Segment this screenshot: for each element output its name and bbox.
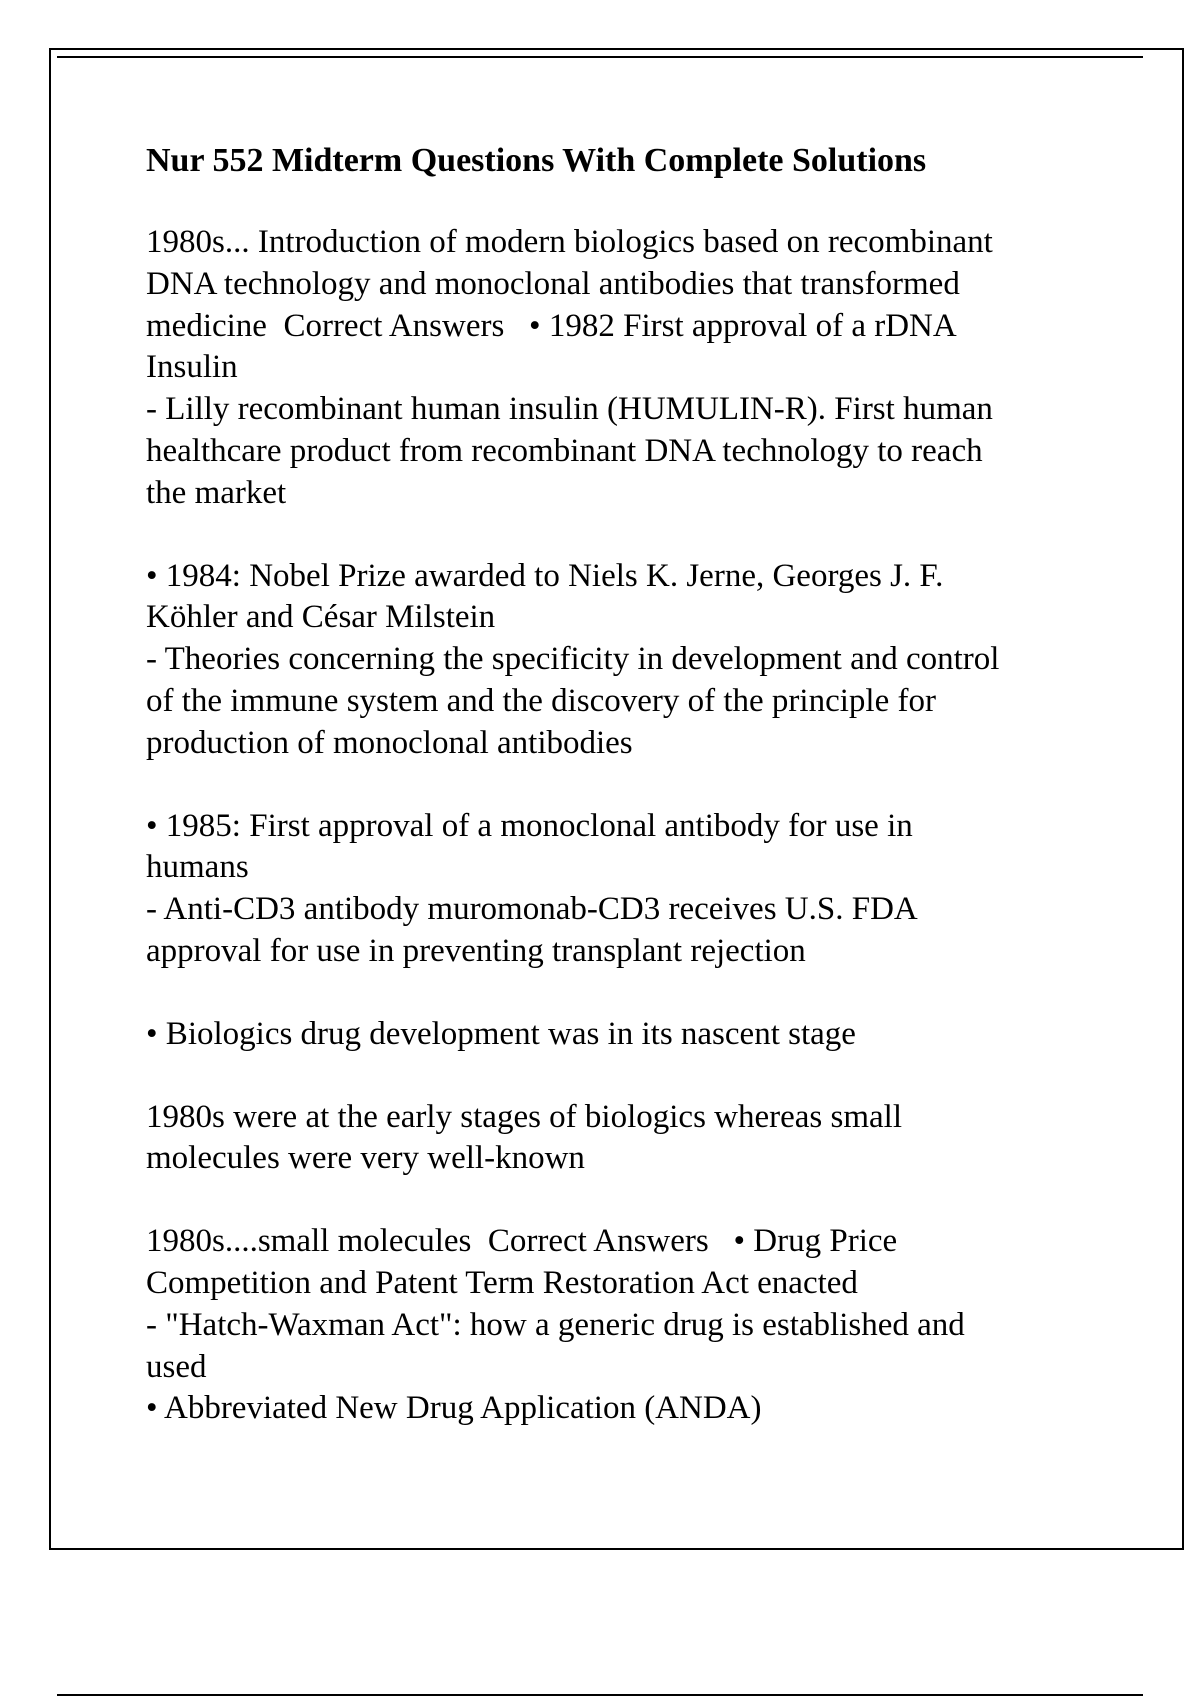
text-line: healthcare product from recombinant DNA technology to reach [146,432,983,469]
paragraph-early-stages [146,1097,1106,1181]
paragraph-small-molecules [146,1221,1106,1430]
text-line: production of monoclonal antibodies [146,724,633,761]
document-title: Nur 552 Midterm Questions With Complete Solutions [146,142,927,179]
text-line: Köhler and César Milstein [146,599,496,636]
paragraph-1980s-biologics [146,222,1106,515]
text-line: medicine Correct Answers • 1982 First approval of a rDNA [146,307,957,344]
text-line: Insulin [146,349,238,386]
text-line: - "Hatch-Waxman Act": how a generic drug is established and [146,1306,965,1343]
text-line: • 1984: Nobel Prize awarded to Niels K. Jerne, Georges J. F. [146,557,944,594]
paragraph-nascent-stage [146,1014,1106,1056]
text-line: • 1985: First approval of a monoclonal antibody for use in [146,807,913,844]
paragraph-1985-approval [146,806,1106,973]
document-body [146,140,1106,1471]
text-line: - Theories concerning the specificity in development and control [146,641,1000,678]
text-line: Competition and Patent Term Restoration Act enacted [146,1264,858,1301]
text-line: - Anti-CD3 antibody muromonab-CD3 receives U.S. FDA [146,891,918,928]
text-line: • Biologics drug development was in its nascent stage [146,1015,856,1052]
text-line: the market [146,474,287,511]
text-line: approval for use in preventing transplant rejection [146,932,806,969]
text-line: molecules were very well-known [146,1140,585,1177]
text-line: • Abbreviated New Drug Application (ANDA) [146,1390,762,1427]
bottom-divider [57,1694,1143,1696]
text-line: - Lilly recombinant human insulin (HUMULIN-R). First human [146,391,993,428]
text-line: used [146,1348,207,1385]
text-line: 1980s... Introduction of modern biologics based on recombinant [146,224,993,260]
paragraph-1984-nobel [146,556,1106,765]
text-line: DNA technology and monoclonal antibodies that transformed [146,265,960,302]
text-line: of the immune system and the discovery of the principle for [146,682,936,719]
text-line: humans [146,849,249,886]
text-line: 1980s....small molecules Correct Answers • Drug Price [146,1223,898,1260]
text-line: 1980s were at the early stages of biologics whereas small [146,1098,903,1135]
